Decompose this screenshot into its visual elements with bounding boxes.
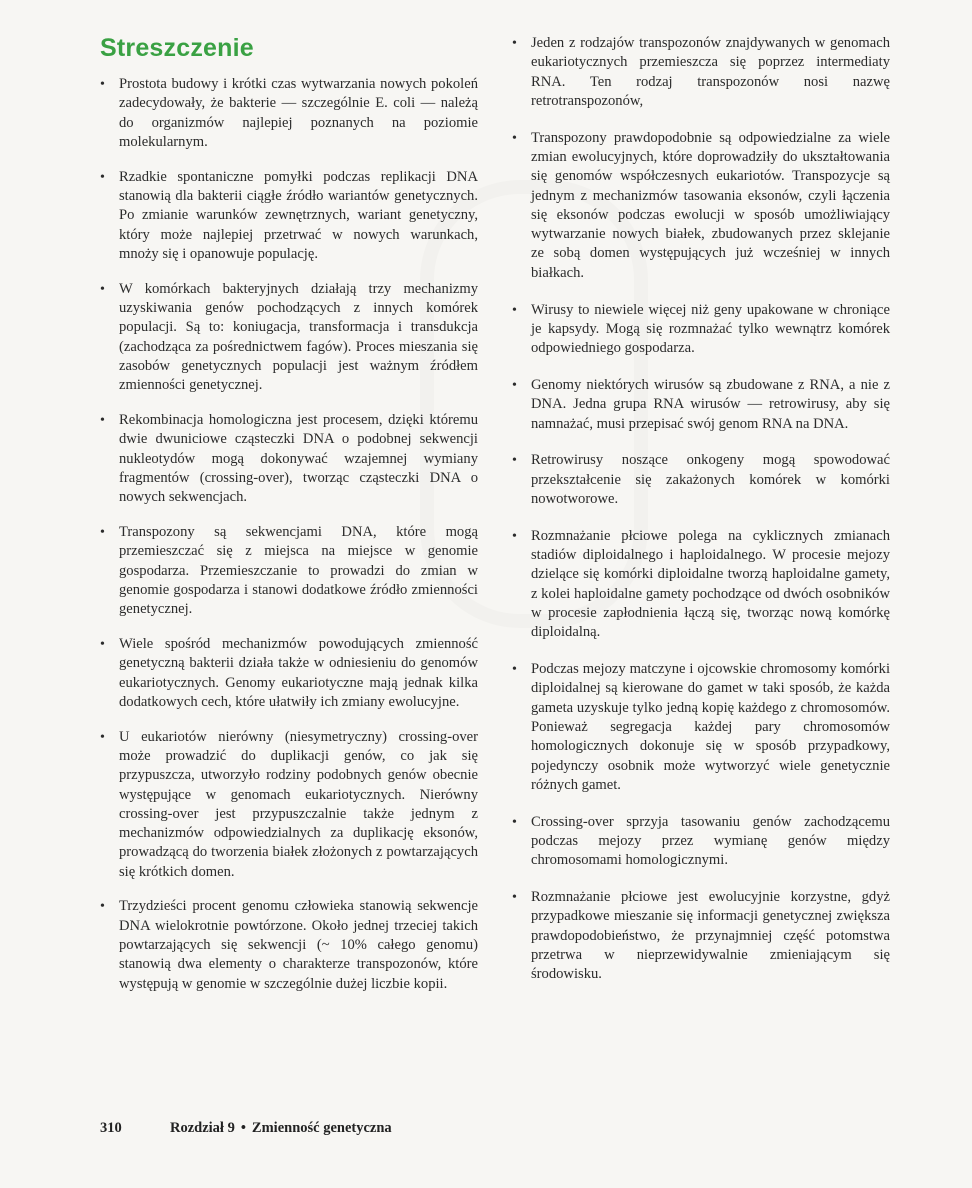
list-item-text: Crossing-over sprzyja tasowaniu genów zachodzącemu podczas mejozy przez wymianę genów między chromosomami homologicznymi. <box>531 813 890 869</box>
list-item <box>100 635 478 712</box>
bullet-icon: • <box>100 729 105 745</box>
list-item-text: Wirusy to niewiele więcej niż geny upakowane w chroniące je kapsydy. Mogą się rozmnażać tylko wewnątrz komórek odpowiedniego gospodarza. <box>531 301 890 357</box>
page-footer <box>100 1120 392 1137</box>
summary-list-left <box>100 75 478 994</box>
bullet-icon: • <box>512 528 517 544</box>
bullet-icon: • <box>512 662 517 678</box>
list-item-text: Rzadkie spontaniczne pomyłki podczas replikacji DNA stanowią dla bakterii ciągłe źródło wariantów genetycznych. Po zmianie warunków zewnętrznych, wariant genetyczny, który może najlepiej przetrwać w nowych warunkach, mnoży się i opanowuje populację. <box>119 168 478 262</box>
left-column <box>100 34 478 1009</box>
list-item <box>512 129 890 283</box>
list-item <box>100 728 478 882</box>
list-item <box>512 376 890 434</box>
bullet-icon: • <box>512 36 517 51</box>
list-item <box>512 888 890 984</box>
page-number: 310 <box>100 1120 122 1136</box>
list-item-text: Transpozony są sekwencjami DNA, które mogą przemieszczać się z miejsca na miejsce w genomie gospodarza. Przemieszczanie to prowadzi do zmian w genomie gospodarza i stanowi dodatkowe źródło zmienności genetycznej. <box>119 523 478 618</box>
list-item-text: Wiele spośród mechanizmów powodujących zmienność genetyczną bakterii działa także w odniesieniu do genomów eukariotycznych. Genomy eukariotyczne mają jednak kilka dodatkowych cech, które ułatwiły ich zmiany ewolucyjne. <box>119 635 478 710</box>
list-item <box>100 280 478 396</box>
list-item-text: Retrowirusy noszące onkogeny mogą spowodować przekształcenie się zakażonych komórek w komórki nowotworowe. <box>531 452 890 507</box>
bullet-icon: • <box>100 77 105 92</box>
list-item-text: Prostota budowy i krótki czas wytwarzania nowych pokoleń zadecydowały, że bakterie — szczególnie E. coli — należą do organizmów najlepiej poznanych na poziomie molekularnym. <box>119 76 478 150</box>
list-item <box>100 411 478 507</box>
list-item-text: Rekombinacja homologiczna jest procesem, dzięki któremu dwie dwuniciowe cząsteczki DNA o podobnej sekwencji nukleotydów mogą dokonywać wzajemnej wymiany fragmentów (crossing-over), tworząc cząsteczki DNA o nowych sekwencjach. <box>119 411 478 506</box>
list-item-text: U eukariotów nierówny (niesymetryczny) crossing-over może prowadzić do duplikacji genów, co jak się przypuszcza, utworzyło rodziny podobnych genów obecnie występujące w genomach eukariotycznych. Nierówny crossing-over jest przypuszczalnie także jednym z mechanizmów odpowiedzialnych za duplikację eksonów, prowadzącą do tworzenia białek złożonych z powtarzających się krótkich domen. <box>119 728 478 880</box>
list-item <box>100 897 478 993</box>
chapter-title: Zmienność genetyczna <box>251 1120 392 1136</box>
bullet-icon: • <box>100 899 105 915</box>
right-column <box>512 34 890 1002</box>
bullet-icon: • <box>512 302 517 318</box>
list-item-text: Genomy niektórych wirusów są zbudowane z RNA, a nie z DNA. Jedna grupa RNA wirusów — retrowirusy, aby się namnażać, musi przepisać swój genom RNA na DNA. <box>531 376 890 432</box>
summary-list-right <box>512 34 890 984</box>
list-item <box>100 75 478 152</box>
bullet-icon: • <box>100 524 105 540</box>
bullet-icon: • <box>512 889 517 905</box>
list-item-text: Jeden z rodzajów transpozonów znajdywanych w genomach eukariotycznych przemieszcza się poprzez intermediaty RNA. Ten rodzaj transpozonów nosi nazwę retrotranspozonów, <box>531 35 890 109</box>
list-item <box>512 301 890 359</box>
list-item-text: Transpozony prawdopodobnie są odpowiedzialne za wiele zmian ewolucyjnych, które doprowadziły do ukształtowania się genomów współczesnych eukariotów. Transpozycje są jednym z mechanizmów tasowania eksonów, czyli łączenia się eksonów podczas ewolucji w sposób umożliwiający wytwarzanie nowych białek, zbudowanych przez sklejanie ze sobą domen występujących już wcześniej w innych białkach. <box>531 129 890 281</box>
list-item-text: Podczas mejozy matczyne i ojcowskie chromosomy komórki diploidalnej są kierowane do gamet w taki sposób, że każda gameta uzyskuje tylko jedną kopię każdego z chromosomów. Ponieważ segregacja każdej pary chromosomów homologicznych dokonuje się w sposób przypadkowy, pojedynczy osobnik może wytworzyć wiele genetycznie różnych gamet. <box>531 661 890 793</box>
bullet-icon: • <box>512 130 517 146</box>
list-item <box>512 451 890 509</box>
list-item <box>100 168 478 264</box>
list-item <box>512 660 890 795</box>
bullet-icon: • <box>512 377 517 393</box>
list-item <box>512 813 890 871</box>
bullet-icon: • <box>100 281 105 297</box>
list-item <box>512 527 890 643</box>
chapter-label: Rozdział 9 <box>170 1120 235 1136</box>
list-item-text: Rozmnażanie płciowe polega na cyklicznych zmianach stadiów diploidalnego i haploidalnego. W procesie mejozy dzielące się komórki diploidalne tworzą haploidalne gamety, z kolei haploidalne gamety pochodzące od dwóch osobników w procesie zapłodnienia łączą się, tworząc nową komórkę diploidalną. <box>531 527 890 641</box>
list-item <box>512 34 890 111</box>
section-title: Streszczenie <box>100 34 254 62</box>
bullet-icon: • <box>100 169 105 185</box>
list-item-text: Rozmnażanie płciowe jest ewolucyjnie korzystne, gdyż przypadkowe mieszanie się informacji genetycznej zwiększa prawdopodobieństwo, że przynajmniej część potomstwa przetrwa w nieprzewidywalnie zmieniającym się środowisku. <box>531 888 890 983</box>
bullet-icon: • <box>512 453 517 469</box>
list-item-text: W komórkach bakteryjnych działają trzy mechanizmy uzyskiwania genów pochodzących z innych komórek populacji. Są to: koniugacja, transformacja i transdukcja (zachodząca za pośrednictwem fagów). Proces mieszania się zasobów genetycznych populacji jest ważnym źródłem zmienności genetycznej. <box>119 280 478 394</box>
list-item <box>100 523 478 619</box>
bullet-icon: • <box>100 412 105 428</box>
bullet-icon: • <box>512 814 517 830</box>
separator-icon: • <box>240 1120 246 1136</box>
list-item-text: Trzydzieści procent genomu człowieka stanowią sekwencje DNA wielokrotnie powtórzone. Około jednej trzeciej takich powtarzających się sekwencji (~ 10% całego genomu) stanowią dwa elementy o charakterze transpozonów, które występują w genomie w szczególnie dużej liczbie kopii. <box>119 898 478 992</box>
bullet-icon: • <box>100 636 105 652</box>
